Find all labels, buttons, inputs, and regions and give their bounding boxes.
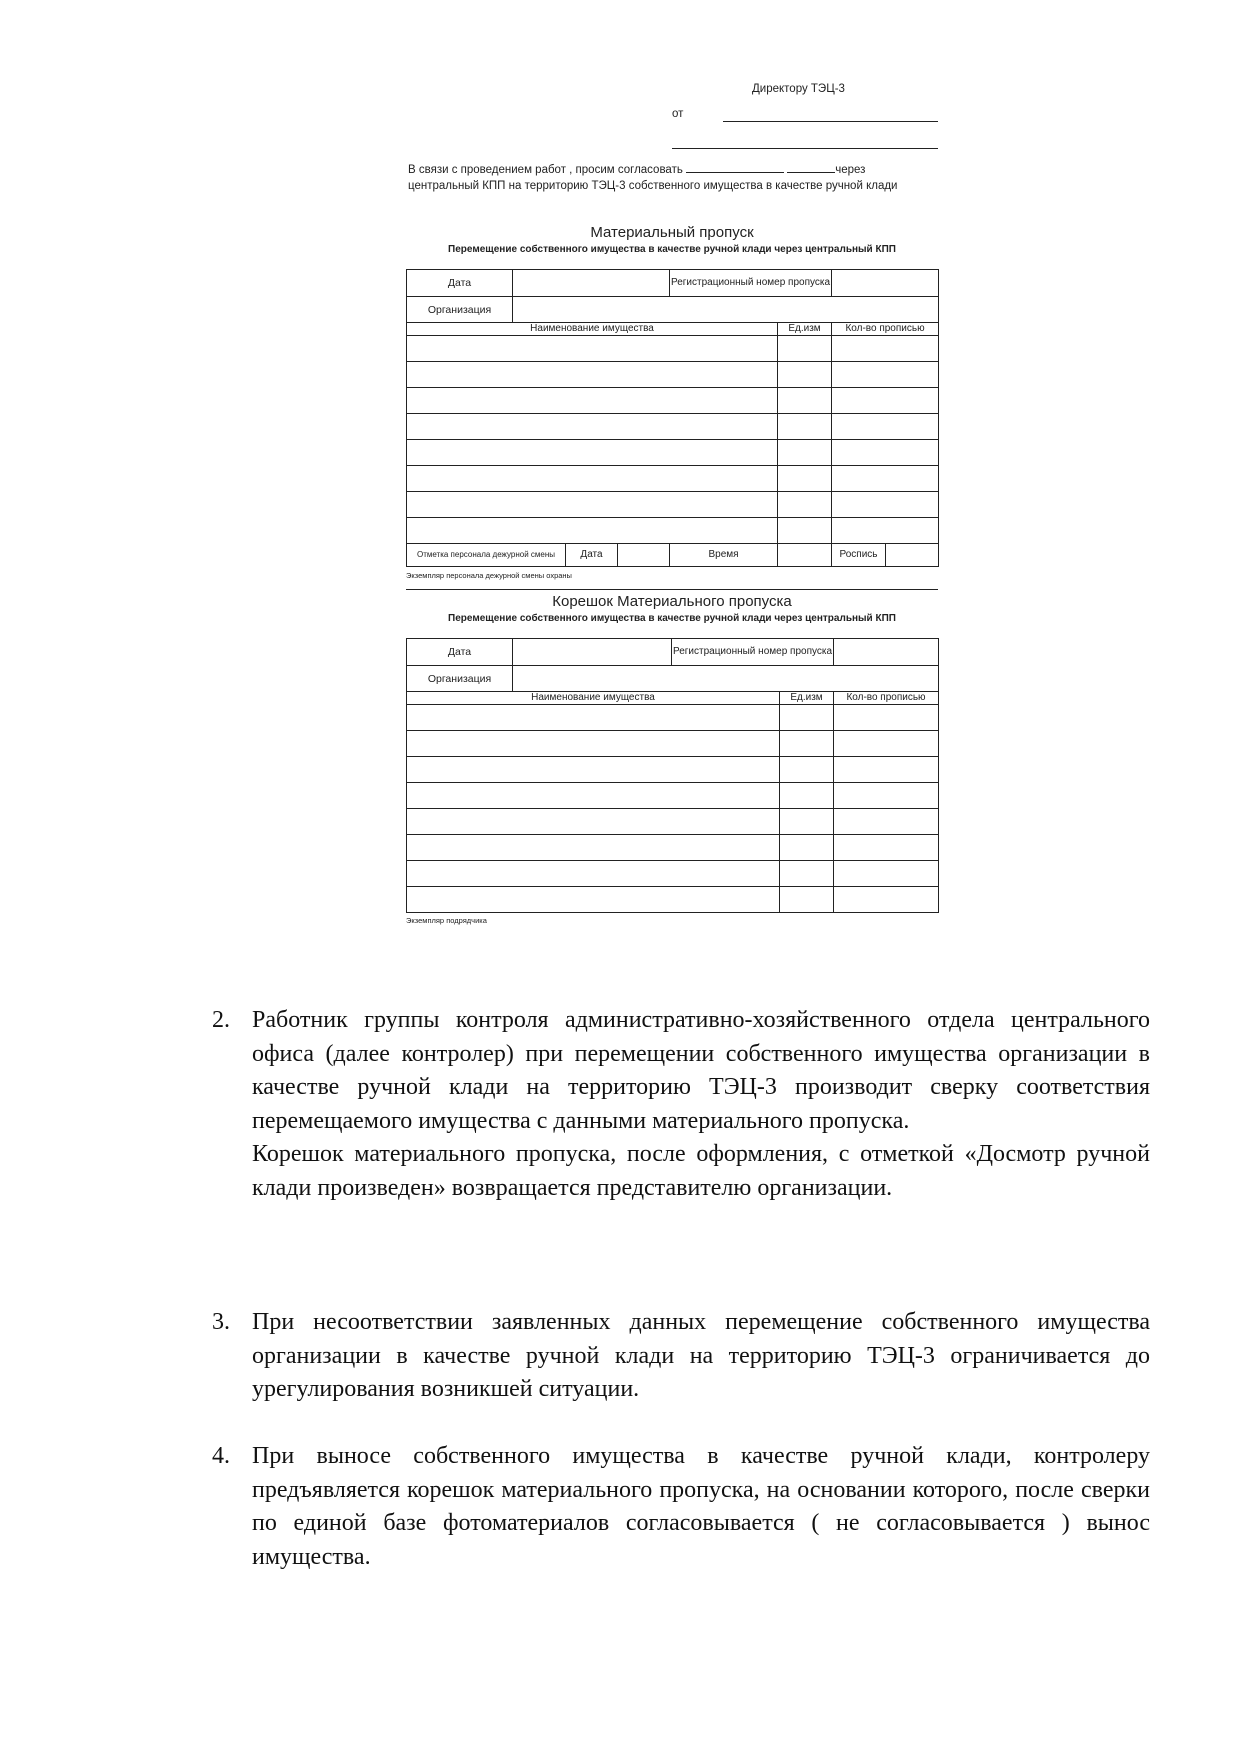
guard-sign-value[interactable] bbox=[886, 544, 939, 567]
item-2-number: 2. bbox=[212, 1007, 230, 1033]
cell[interactable] bbox=[780, 757, 834, 783]
cell[interactable] bbox=[780, 783, 834, 809]
cell[interactable] bbox=[778, 336, 832, 362]
cell[interactable] bbox=[407, 466, 778, 492]
from-label: от bbox=[672, 108, 684, 120]
cell[interactable] bbox=[407, 887, 780, 913]
pass-reg-label: Регистрационный номер пропуска bbox=[670, 270, 832, 297]
pass-date-value[interactable] bbox=[513, 270, 670, 297]
cell[interactable] bbox=[407, 414, 778, 440]
cell[interactable] bbox=[834, 757, 939, 783]
stub-date-value[interactable] bbox=[513, 639, 672, 666]
cell[interactable] bbox=[834, 705, 939, 731]
table-row bbox=[407, 466, 939, 492]
cell[interactable] bbox=[778, 518, 832, 544]
cell[interactable] bbox=[780, 809, 834, 835]
table-row bbox=[407, 835, 939, 861]
cell[interactable] bbox=[780, 731, 834, 757]
cell[interactable] bbox=[834, 731, 939, 757]
stub-reg-label: Регистрационный номер пропуска bbox=[672, 639, 834, 666]
cell[interactable] bbox=[407, 835, 780, 861]
pass-col-qty: Кол-во прописью bbox=[832, 323, 939, 336]
stub-title: Корешок Материального пропуска bbox=[552, 593, 792, 610]
guard-sign-label: Роспись bbox=[832, 544, 886, 567]
guard-time-value[interactable] bbox=[778, 544, 832, 567]
cell[interactable] bbox=[407, 731, 780, 757]
cell[interactable] bbox=[407, 783, 780, 809]
request-blank-1 bbox=[686, 162, 784, 173]
table-row bbox=[407, 388, 939, 414]
pass-col-unit: Ед.изм bbox=[778, 323, 832, 336]
pass-copy-note: Экземпляр персонала дежурной смены охраны bbox=[406, 571, 572, 580]
pass-org-label: Организация bbox=[407, 297, 513, 323]
pass-subtitle: Перемещение собственного имущества в качестве ручной клади через центральный КПП bbox=[448, 244, 896, 255]
item-4-text bbox=[252, 1440, 1150, 1574]
table-row bbox=[407, 440, 939, 466]
cell[interactable] bbox=[832, 388, 939, 414]
pass-date-label: Дата bbox=[407, 270, 513, 297]
table-row bbox=[407, 809, 939, 835]
table-row bbox=[407, 783, 939, 809]
item-3-text bbox=[252, 1306, 1150, 1407]
guard-time-label: Время bbox=[670, 544, 778, 567]
table-row bbox=[407, 861, 939, 887]
stub-reg-value[interactable] bbox=[834, 639, 939, 666]
table-row bbox=[407, 887, 939, 913]
cell[interactable] bbox=[407, 705, 780, 731]
cell[interactable] bbox=[407, 336, 778, 362]
separator-line bbox=[406, 589, 938, 590]
stub-col-unit: Ед.изм bbox=[780, 692, 834, 705]
cell[interactable] bbox=[834, 887, 939, 913]
cell[interactable] bbox=[780, 861, 834, 887]
item-3-paragraph: При несоответствии заявленных данных перемещение собственного имущества организации в качестве ручной клади на территорию ТЭЦ-3 ограничивается до урегулирования возникшей ситуации. bbox=[252, 1309, 1150, 1402]
cell[interactable] bbox=[407, 809, 780, 835]
table-row bbox=[407, 518, 939, 544]
guard-date-label: Дата bbox=[566, 544, 618, 567]
pass-col-name: Наименование имущества bbox=[407, 323, 778, 336]
cell[interactable] bbox=[407, 492, 778, 518]
stub-org-value[interactable] bbox=[513, 666, 939, 692]
cell[interactable] bbox=[778, 492, 832, 518]
request-part-2: через bbox=[835, 164, 866, 176]
guard-date-value[interactable] bbox=[618, 544, 670, 567]
stub-copy-note: Экземпляр подрядчика bbox=[406, 916, 487, 925]
pass-org-value[interactable] bbox=[513, 297, 939, 323]
addressee: Директору ТЭЦ-3 bbox=[752, 83, 845, 95]
cell[interactable] bbox=[834, 835, 939, 861]
cell[interactable] bbox=[834, 861, 939, 887]
cell[interactable] bbox=[778, 388, 832, 414]
cell[interactable] bbox=[407, 362, 778, 388]
cell[interactable] bbox=[834, 783, 939, 809]
table-row bbox=[407, 492, 939, 518]
cell[interactable] bbox=[832, 440, 939, 466]
item-2-paragraph-2: Корешок материального пропуска, после оформления, с отметкой «Досмотр ручной клади произведен» возвращается представителю организации. bbox=[252, 1141, 1150, 1201]
cell[interactable] bbox=[778, 362, 832, 388]
table-row bbox=[407, 362, 939, 388]
item-2-text bbox=[252, 1004, 1150, 1205]
request-part-3: центральный КПП на территорию ТЭЦ-3 собственного имущества в качестве ручной клади bbox=[408, 180, 898, 192]
cell[interactable] bbox=[407, 388, 778, 414]
table-row bbox=[407, 336, 939, 362]
cell[interactable] bbox=[832, 336, 939, 362]
cell[interactable] bbox=[832, 492, 939, 518]
pass-table bbox=[406, 269, 939, 567]
table-row bbox=[407, 757, 939, 783]
table-row bbox=[407, 414, 939, 440]
cell[interactable] bbox=[832, 518, 939, 544]
cell[interactable] bbox=[780, 705, 834, 731]
request-text bbox=[408, 162, 938, 194]
cell[interactable] bbox=[407, 757, 780, 783]
table-row bbox=[407, 705, 939, 731]
stub-date-label: Дата bbox=[407, 639, 513, 666]
item-3-number: 3. bbox=[212, 1309, 230, 1335]
pass-title: Материальный пропуск bbox=[590, 224, 754, 241]
pass-reg-value[interactable] bbox=[832, 270, 939, 297]
from-line-2 bbox=[672, 148, 938, 149]
stub-table bbox=[406, 638, 939, 913]
cell[interactable] bbox=[407, 440, 778, 466]
item-2-paragraph: Работник группы контроля административно-хозяйственного отдела центрального офиса (далее контролер) при перемещении собственного имущества организации в качестве ручной клади на территорию ТЭЦ-3 производит сверку соответствия перемещаемого имущества с данными материального пропуска. bbox=[252, 1007, 1150, 1134]
cell[interactable] bbox=[407, 861, 780, 887]
cell[interactable] bbox=[780, 835, 834, 861]
from-line-1 bbox=[723, 121, 938, 122]
table-row bbox=[407, 731, 939, 757]
stub-col-qty: Кол-во прописью bbox=[834, 692, 939, 705]
request-part-1: В связи с проведением работ , просим согласовать bbox=[408, 164, 683, 176]
cell[interactable] bbox=[778, 466, 832, 492]
cell[interactable] bbox=[407, 518, 778, 544]
cell[interactable] bbox=[832, 362, 939, 388]
item-4-paragraph: При выносе собственного имущества в качестве ручной клади, контролеру предъявляется корешок материального пропуска, на основании которого, после сверки по единой базе фотоматериалов согласовывается ( не согласовывается ) вынос имущества. bbox=[252, 1443, 1150, 1570]
request-blank-2 bbox=[787, 162, 835, 173]
item-4-number: 4. bbox=[212, 1443, 230, 1469]
guard-mark-label: Отметка персонала дежурной смены bbox=[407, 544, 566, 567]
cell[interactable] bbox=[780, 887, 834, 913]
cell[interactable] bbox=[832, 414, 939, 440]
cell[interactable] bbox=[832, 466, 939, 492]
stub-org-label: Организация bbox=[407, 666, 513, 692]
cell[interactable] bbox=[778, 414, 832, 440]
cell[interactable] bbox=[834, 809, 939, 835]
stub-subtitle: Перемещение собственного имущества в качестве ручной клади через центральный КПП bbox=[448, 613, 896, 624]
cell[interactable] bbox=[778, 440, 832, 466]
stub-col-name: Наименование имущества bbox=[407, 692, 780, 705]
